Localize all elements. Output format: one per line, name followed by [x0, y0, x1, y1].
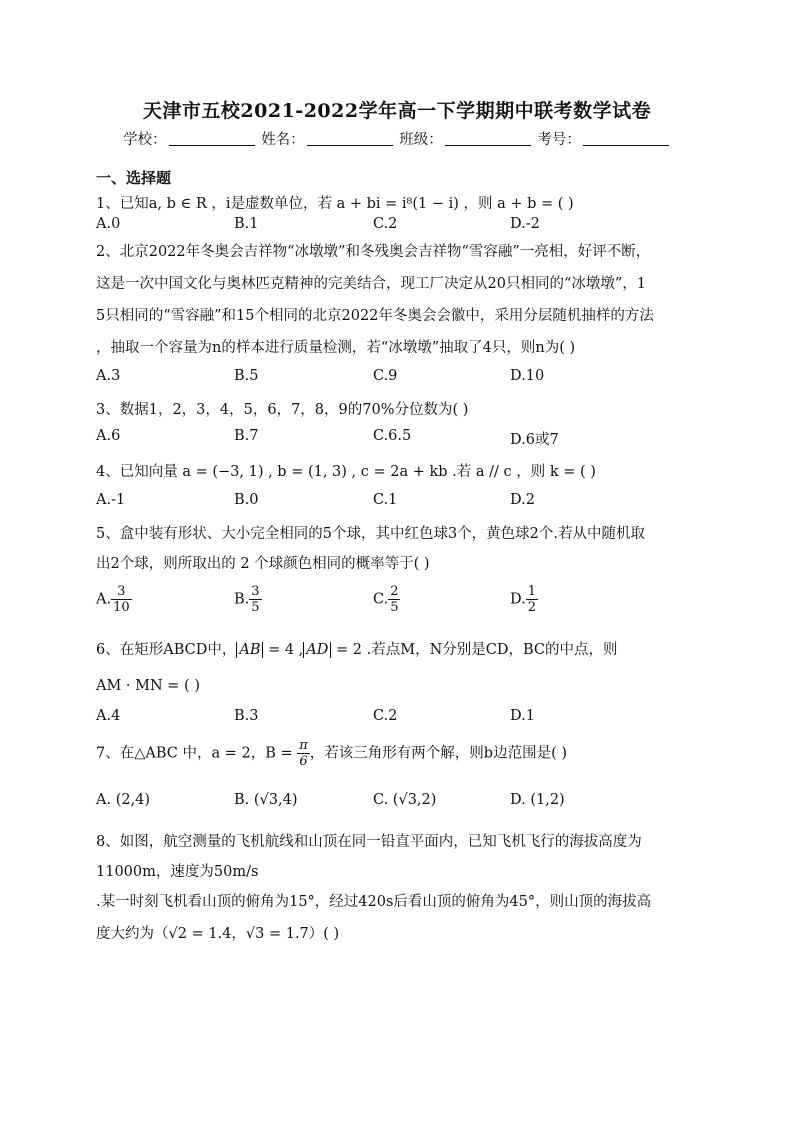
q5-option-a-label: A.	[96, 591, 112, 608]
question-8-line-3: .某一时刻飞机看山顶的俯角为15°，经过420s后看山顶的俯角为45°，则山顶的海拔高	[96, 894, 652, 910]
q7-option-a: A. (2,4)	[96, 792, 151, 808]
question-4-text: 4、已知向量 a = (−3, 1) , b = (1, 3) , c = 2a + kb .若 a // c ，则 k = ( )	[96, 464, 596, 480]
q6-option-a: A.4	[96, 708, 121, 724]
q6-option-d: D.1	[510, 708, 535, 724]
q5-d-denominator: 2	[527, 600, 536, 615]
q2-option-d: D.10	[510, 368, 545, 384]
class-blank	[445, 131, 531, 146]
question-4-options	[96, 492, 706, 512]
q2-option-c: C.9	[373, 368, 398, 384]
q6-option-b: B.3	[234, 708, 259, 724]
question-3-text: 3、数据1，2，3，4，5，6，7，8，9的70%分位数为( )	[96, 402, 469, 418]
q3-option-d: D.6或7	[510, 432, 559, 448]
q6-eq-1: = 4 ,	[263, 642, 304, 658]
question-8-line-4: 度大约为（√2 = 1.4，√3 = 1.7）( )	[96, 926, 340, 942]
exam-number-blank	[583, 131, 669, 146]
question-7-text	[96, 738, 706, 774]
question-6-options	[96, 708, 706, 728]
student-info-row	[0, 128, 794, 149]
question-5-options	[96, 584, 706, 622]
q4-option-c: C.1	[373, 492, 398, 508]
school-blank	[169, 131, 255, 146]
class-label: 班级：	[399, 132, 443, 148]
q2-option-a: A.3	[96, 368, 121, 384]
question-2-options	[96, 368, 706, 388]
question-5-line-1: 5、盒中装有形状、大小完全相同的5个球，其中红色球3个，黄色球2个.若从中随机取	[96, 526, 646, 542]
q5-a-denominator: 10	[113, 600, 130, 615]
q6-eq-2: = 2 .若点M，N分别是CD，BC的中点，则	[331, 642, 618, 658]
q5-option-c-fraction	[388, 584, 400, 615]
q7-angle-fraction	[297, 738, 310, 769]
q7-option-c: C. (√3,2)	[373, 792, 437, 808]
q5-option-d-label: D.	[510, 591, 526, 608]
q6-option-c: C.2	[373, 708, 398, 724]
q5-option-b	[234, 584, 262, 615]
q6-vector-ad-magnitude: AD	[303, 642, 331, 658]
q7-intro: 7、在△ABC 中，a = 2，B =	[96, 745, 298, 762]
q4-option-d: D.2	[510, 492, 535, 508]
q6-intro: 6、在矩形ABCD中，	[96, 642, 237, 658]
exam-title: 天津市五校2021-2022学年高一下学期期中联考数学试卷	[142, 100, 652, 122]
q5-a-numerator: 3	[111, 584, 132, 600]
q5-option-a	[96, 584, 132, 615]
q5-option-b-label: B.	[234, 591, 250, 608]
question-6-line-1	[96, 638, 706, 659]
question-8-line-1: 8、如图，航空测量的飞机航线和山顶在同一铅直平面内，已知飞机飞行的海拔高度为	[96, 834, 642, 850]
q5-d-numerator: 1	[527, 584, 536, 599]
q6-vector-ab-magnitude: AB	[236, 642, 263, 658]
question-2-line-4: ，抽取一个容量为n的样本进行质量检测，若“冰墩墩”抽取了4只，则n为( )	[96, 340, 576, 356]
question-2-line-3: 5只相同的“雪容融”和15个相同的北京2022年冬奥会会徽中，采用分层随机抽样的方法	[96, 308, 654, 324]
question-3-options	[96, 428, 706, 448]
q5-option-b-fraction	[249, 584, 261, 615]
q4-option-a: A.-1	[96, 492, 126, 508]
q3-option-c: C.6.5	[373, 428, 412, 444]
q5-option-c-label: C.	[373, 591, 389, 608]
question-1-options	[96, 216, 706, 236]
q5-c-numerator: 2	[390, 584, 399, 599]
q1-option-c: C.2	[373, 216, 398, 232]
q5-b-denominator: 5	[251, 600, 260, 615]
q1-option-d: D.-2	[510, 216, 540, 232]
question-5-line-2: 出2个球，则所取出的 2 个球颜色相同的概率等于( )	[96, 556, 430, 572]
q3-option-a: A.6	[96, 428, 121, 444]
name-blank	[307, 131, 393, 146]
question-2-line-2: 这是一次中国文化与奥林匹克精神的完美结合，现工厂决定从20只相同的“冰墩墩”，1	[96, 276, 646, 292]
q1-option-a: A.0	[96, 216, 121, 232]
school-label: 学校：	[123, 132, 167, 148]
q5-c-denominator: 5	[390, 600, 399, 615]
q2-option-b: B.5	[234, 368, 259, 384]
q5-option-d	[510, 584, 538, 615]
q5-option-d-fraction	[526, 584, 538, 615]
q1-option-b: B.1	[234, 216, 259, 232]
q7-option-b: B. (√3,4)	[234, 792, 298, 808]
q5-b-numerator: 3	[251, 584, 260, 599]
q7-option-d: D. (1,2)	[510, 792, 565, 808]
name-label: 姓名：	[261, 132, 305, 148]
section-heading: 一、选择题	[96, 169, 172, 187]
question-2-line-1: 2、北京2022年冬奥会吉祥物“冰墩墩”和冬残奥会吉祥物“雪容融”一亮相，好评不断，	[96, 244, 651, 260]
q5-option-a-fraction	[111, 584, 132, 615]
q5-option-c	[373, 584, 400, 615]
q7-fraction-numerator: π	[299, 738, 308, 753]
q3-option-b: B.7	[234, 428, 259, 444]
q4-option-b: B.0	[234, 492, 259, 508]
question-6-line-2: AM · MN = ( )	[96, 678, 200, 694]
question-8-line-2: 11000m，速度为50m/s	[96, 864, 259, 880]
question-7-options	[96, 792, 706, 812]
exam-number-label: 考号：	[537, 132, 581, 148]
q7-fraction-denominator: 6	[299, 754, 308, 769]
question-1-text: 1、已知a, b ∈ R ，i是虚数单位，若 a + bi = i⁸(1 − i) ，则 a + b = ( )	[96, 196, 574, 212]
q7-question: ，若该三角形有两个解，则b边范围是( )	[309, 745, 568, 762]
